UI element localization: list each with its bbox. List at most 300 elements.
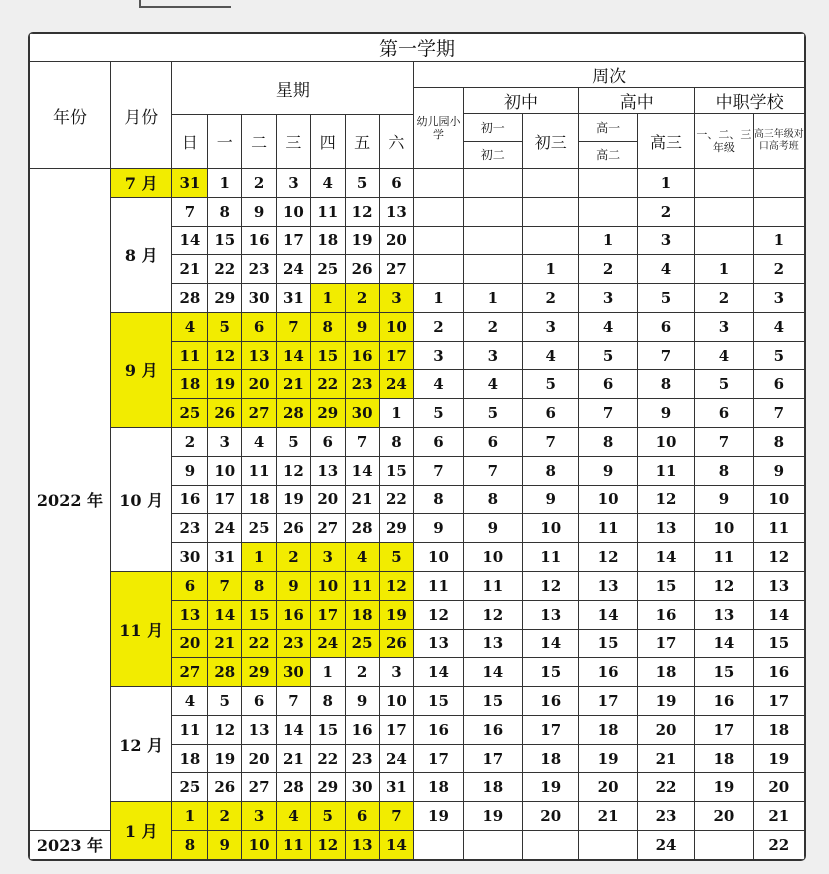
week-number-junior-g3: 11 (523, 543, 579, 572)
week-number-junior-g3: 20 (523, 802, 579, 831)
day-cell-sun: 4 (172, 312, 208, 341)
day-cell-mon: 28 (208, 658, 242, 687)
day-cell-sun: 18 (172, 370, 208, 399)
week-number-kg-primary: 6 (414, 428, 463, 457)
week-number-senior-g1g2: 3 (579, 284, 637, 313)
week-number-senior-g1g2: 15 (579, 629, 637, 658)
week-number-junior-g1g2: 9 (463, 514, 522, 543)
day-cell-sun: 28 (172, 284, 208, 313)
semester-title: 第一学期 (30, 34, 805, 62)
day-cell-sat: 19 (379, 600, 414, 629)
day-cell-tue: 8 (242, 571, 277, 600)
day-cell-sun: 11 (172, 715, 208, 744)
weekday-tue: 二 (242, 115, 277, 169)
day-cell-tue: 29 (242, 658, 277, 687)
day-cell-wed: 16 (277, 600, 311, 629)
week-number-kg-primary: 18 (414, 773, 463, 802)
day-cell-mon: 5 (208, 312, 242, 341)
day-cell-sun: 9 (172, 456, 208, 485)
week-number-senior-g1g2: 17 (579, 687, 637, 716)
year-column-header: 年份 (30, 62, 111, 169)
week-number-junior-g3: 3 (523, 312, 579, 341)
day-cell-thu: 15 (310, 341, 345, 370)
day-cell-tue: 4 (242, 428, 277, 457)
day-cell-sat: 26 (379, 629, 414, 658)
day-cell-sat: 29 (379, 514, 414, 543)
day-cell-sat: 24 (379, 370, 414, 399)
senior-g1-label: 高一 (579, 114, 636, 142)
week-number-kg-primary (414, 197, 463, 226)
week-number-junior-g3 (523, 169, 579, 198)
week-number-junior-g1g2: 17 (463, 744, 522, 773)
week-number-senior-g3: 9 (637, 399, 694, 428)
week-number-junior-g1g2: 13 (463, 629, 522, 658)
day-cell-fri: 30 (345, 399, 379, 428)
week-number-kg-primary: 1 (414, 284, 463, 313)
day-cell-sat: 6 (379, 169, 414, 198)
day-cell-sun: 16 (172, 485, 208, 514)
day-cell-mon: 3 (208, 428, 242, 457)
week-number-junior-g3: 17 (523, 715, 579, 744)
day-cell-thu: 15 (310, 715, 345, 744)
week-number-kg-primary (414, 830, 463, 859)
week-number-junior-g1g2: 19 (463, 802, 522, 831)
day-cell-wed: 3 (277, 169, 311, 198)
day-cell-mon: 10 (208, 456, 242, 485)
week-number-vocational-g123: 13 (695, 600, 753, 629)
day-cell-sat: 24 (379, 744, 414, 773)
week-number-senior-g3: 2 (637, 197, 694, 226)
week-number-vocational-g123: 15 (695, 658, 753, 687)
day-cell-thu: 5 (310, 802, 345, 831)
senior-g3-header: 高三 (637, 114, 694, 169)
week-number-senior-g1g2: 2 (579, 255, 637, 284)
calendar-frame (28, 32, 806, 861)
junior-g1-g2-header (463, 114, 522, 169)
week-number-kg-primary: 4 (414, 370, 463, 399)
day-cell-thu: 6 (310, 428, 345, 457)
day-cell-sat: 14 (379, 830, 414, 859)
week-number-senior-g3: 12 (637, 485, 694, 514)
week-number-vocational-g123 (695, 197, 753, 226)
day-cell-wed: 7 (277, 312, 311, 341)
week-number-junior-g1g2: 4 (463, 370, 522, 399)
week-number-junior-g1g2 (463, 197, 522, 226)
day-cell-mon: 31 (208, 543, 242, 572)
week-number-vocational-g123: 3 (695, 312, 753, 341)
week-number-kg-primary: 10 (414, 543, 463, 572)
week-number-vocational-g123: 6 (695, 399, 753, 428)
week-number-junior-g1g2: 6 (463, 428, 522, 457)
week-number-vocational-g3-exam: 6 (753, 370, 804, 399)
day-cell-mon: 15 (208, 226, 242, 255)
day-cell-sun: 30 (172, 543, 208, 572)
day-cell-sun: 27 (172, 658, 208, 687)
week-number-senior-g1g2: 7 (579, 399, 637, 428)
day-cell-wed: 14 (277, 715, 311, 744)
week-number-junior-g3: 10 (523, 514, 579, 543)
day-cell-tue: 1 (242, 543, 277, 572)
week-number-junior-g1g2: 15 (463, 687, 522, 716)
week-number-kg-primary: 19 (414, 802, 463, 831)
week-number-vocational-g3-exam: 16 (753, 658, 804, 687)
day-cell-mon: 21 (208, 629, 242, 658)
day-cell-wed: 7 (277, 687, 311, 716)
week-number-kg-primary: 2 (414, 312, 463, 341)
day-cell-tue: 6 (242, 687, 277, 716)
week-number-junior-g3: 1 (523, 255, 579, 284)
day-cell-sun: 25 (172, 399, 208, 428)
week-number-vocational-g123: 12 (695, 571, 753, 600)
day-cell-thu: 29 (310, 773, 345, 802)
day-cell-mon: 26 (208, 399, 242, 428)
week-row (30, 428, 805, 457)
month-cell: 11 月 (110, 571, 172, 686)
week-number-vocational-g3-exam: 15 (753, 629, 804, 658)
week-number-senior-g3: 19 (637, 687, 694, 716)
day-cell-wed: 14 (277, 341, 311, 370)
month-cell: 8 月 (110, 197, 172, 312)
day-cell-tue: 11 (242, 456, 277, 485)
day-cell-wed: 28 (277, 773, 311, 802)
week-number-vocational-g3-exam: 3 (753, 284, 804, 313)
day-cell-sat: 27 (379, 255, 414, 284)
week-number-vocational-g123: 19 (695, 773, 753, 802)
week-number-vocational-g123: 14 (695, 629, 753, 658)
week-number-kg-primary: 11 (414, 571, 463, 600)
day-cell-mon: 1 (208, 169, 242, 198)
day-cell-wed: 21 (277, 744, 311, 773)
day-cell-fri: 28 (345, 514, 379, 543)
week-number-junior-g3 (523, 226, 579, 255)
year-cell: 2022 年 (30, 169, 111, 831)
week-number-vocational-g3-exam: 17 (753, 687, 804, 716)
day-cell-thu: 8 (310, 687, 345, 716)
week-number-kg-primary: 16 (414, 715, 463, 744)
week-number-vocational-g3-exam: 11 (753, 514, 804, 543)
week-number-vocational-g123: 1 (695, 255, 753, 284)
day-cell-sat: 22 (379, 485, 414, 514)
day-cell-fri: 6 (345, 802, 379, 831)
day-cell-sat: 10 (379, 687, 414, 716)
day-cell-thu: 17 (310, 600, 345, 629)
week-number-vocational-g123 (695, 169, 753, 198)
week-number-senior-g1g2: 13 (579, 571, 637, 600)
week-number-junior-g3: 9 (523, 485, 579, 514)
week-number-senior-g1g2: 18 (579, 715, 637, 744)
day-cell-tue: 20 (242, 744, 277, 773)
day-cell-tue: 13 (242, 715, 277, 744)
day-cell-sun: 25 (172, 773, 208, 802)
day-cell-mon: 7 (208, 571, 242, 600)
day-cell-thu: 29 (310, 399, 345, 428)
weekday-wed: 三 (277, 115, 311, 169)
day-cell-mon: 12 (208, 715, 242, 744)
week-number-senior-g3: 3 (637, 226, 694, 255)
day-cell-tue: 2 (242, 169, 277, 198)
week-number-kg-primary: 12 (414, 600, 463, 629)
week-row (30, 571, 805, 600)
day-cell-wed: 21 (277, 370, 311, 399)
week-number-senior-g3: 8 (637, 370, 694, 399)
day-cell-sun: 13 (172, 600, 208, 629)
day-cell-fri: 16 (345, 341, 379, 370)
cropped-mark (139, 0, 231, 8)
week-number-junior-g3: 8 (523, 456, 579, 485)
week-number-senior-g3: 23 (637, 802, 694, 831)
day-cell-fri: 16 (345, 715, 379, 744)
day-cell-tue: 27 (242, 399, 277, 428)
junior-g3-header: 初三 (523, 114, 579, 169)
week-number-kg-primary: 15 (414, 687, 463, 716)
week-number-vocational-g123: 16 (695, 687, 753, 716)
week-number-senior-g3: 17 (637, 629, 694, 658)
day-cell-wed: 19 (277, 485, 311, 514)
day-cell-sun: 4 (172, 687, 208, 716)
day-cell-wed: 30 (277, 658, 311, 687)
week-number-vocational-g3-exam: 22 (753, 830, 804, 859)
week-number-junior-g3 (523, 830, 579, 859)
day-cell-fri: 9 (345, 687, 379, 716)
week-number-vocational-g123: 4 (695, 341, 753, 370)
week-number-senior-g3: 21 (637, 744, 694, 773)
week-row (30, 197, 805, 226)
day-cell-fri: 21 (345, 485, 379, 514)
week-number-junior-g1g2: 7 (463, 456, 522, 485)
week-number-senior-g1g2: 8 (579, 428, 637, 457)
day-cell-thu: 20 (310, 485, 345, 514)
day-cell-fri: 7 (345, 428, 379, 457)
week-number-junior-g1g2 (463, 255, 522, 284)
week-number-senior-g1g2 (579, 169, 637, 198)
day-cell-tue: 22 (242, 629, 277, 658)
day-cell-fri: 18 (345, 600, 379, 629)
day-cell-sat: 1 (379, 399, 414, 428)
junior-g2-label: 初二 (480, 148, 505, 163)
week-number-vocational-g3-exam: 9 (753, 456, 804, 485)
day-cell-fri: 14 (345, 456, 379, 485)
day-cell-tue: 3 (242, 802, 277, 831)
month-column-header: 月份 (110, 62, 172, 169)
week-number-senior-g1g2 (579, 197, 637, 226)
day-cell-wed: 9 (277, 571, 311, 600)
day-cell-thu: 27 (310, 514, 345, 543)
day-cell-sat: 8 (379, 428, 414, 457)
week-number-junior-g1g2: 5 (463, 399, 522, 428)
week-row (30, 802, 805, 831)
week-number-kg-primary: 3 (414, 341, 463, 370)
week-number-vocational-g3-exam (753, 197, 804, 226)
day-cell-fri: 13 (345, 830, 379, 859)
day-cell-mon: 19 (208, 744, 242, 773)
day-cell-fri: 23 (345, 744, 379, 773)
month-cell: 7 月 (110, 169, 172, 198)
week-number-senior-g3: 14 (637, 543, 694, 572)
vocational-g123-header: 一、二、三年级 (695, 114, 753, 169)
week-number-junior-g1g2 (463, 226, 522, 255)
vocational-g3-exam-header: 高三年级对口高考班 (753, 114, 804, 169)
week-number-vocational-g123: 20 (695, 802, 753, 831)
week-number-kg-primary (414, 255, 463, 284)
week-number-kg-primary: 13 (414, 629, 463, 658)
day-cell-thu: 12 (310, 830, 345, 859)
week-number-vocational-g123: 10 (695, 514, 753, 543)
day-cell-mon: 29 (208, 284, 242, 313)
day-cell-tue: 10 (242, 830, 277, 859)
day-cell-sat: 20 (379, 226, 414, 255)
day-cell-thu: 3 (310, 543, 345, 572)
day-cell-fri: 4 (345, 543, 379, 572)
day-cell-tue: 9 (242, 197, 277, 226)
week-number-vocational-g123: 2 (695, 284, 753, 313)
day-cell-mon: 2 (208, 802, 242, 831)
day-cell-sun: 18 (172, 744, 208, 773)
week-number-senior-g3: 10 (637, 428, 694, 457)
day-cell-sun: 8 (172, 830, 208, 859)
week-number-senior-g1g2: 21 (579, 802, 637, 831)
day-cell-wed: 5 (277, 428, 311, 457)
week-number-junior-g3: 18 (523, 744, 579, 773)
week-number-junior-g1g2: 2 (463, 312, 522, 341)
week-number-senior-g1g2: 6 (579, 370, 637, 399)
week-number-junior-g3: 19 (523, 773, 579, 802)
week-number-vocational-g3-exam: 4 (753, 312, 804, 341)
year-cell: 2023 年 (30, 830, 111, 859)
week-number-vocational-g3-exam (753, 169, 804, 198)
day-cell-sun: 2 (172, 428, 208, 457)
day-cell-sun: 31 (172, 169, 208, 198)
day-cell-mon: 9 (208, 830, 242, 859)
week-number-vocational-g123 (695, 226, 753, 255)
day-cell-sat: 15 (379, 456, 414, 485)
day-cell-tue: 23 (242, 255, 277, 284)
day-cell-thu: 10 (310, 571, 345, 600)
week-number-vocational-g123: 9 (695, 485, 753, 514)
week-number-junior-g1g2: 11 (463, 571, 522, 600)
week-row (30, 312, 805, 341)
day-cell-sun: 11 (172, 341, 208, 370)
week-number-kg-primary: 7 (414, 456, 463, 485)
week-number-junior-g3: 15 (523, 658, 579, 687)
week-number-vocational-g3-exam: 14 (753, 600, 804, 629)
week-number-vocational-g3-exam: 2 (753, 255, 804, 284)
top-strip (0, 0, 829, 14)
week-number-senior-g3: 16 (637, 600, 694, 629)
week-number-senior-g3: 7 (637, 341, 694, 370)
day-cell-sun: 23 (172, 514, 208, 543)
week-number-senior-g1g2: 11 (579, 514, 637, 543)
week-number-vocational-g3-exam: 18 (753, 715, 804, 744)
day-cell-sat: 3 (379, 658, 414, 687)
day-cell-mon: 19 (208, 370, 242, 399)
week-number-senior-g3: 4 (637, 255, 694, 284)
week-number-senior-g3: 15 (637, 571, 694, 600)
day-cell-fri: 11 (345, 571, 379, 600)
weekday-thu: 四 (310, 115, 345, 169)
week-number-senior-g3: 6 (637, 312, 694, 341)
day-cell-sat: 31 (379, 773, 414, 802)
senior-g2-label: 高二 (596, 148, 621, 163)
week-number-junior-g1g2: 12 (463, 600, 522, 629)
week-number-vocational-g123 (695, 830, 753, 859)
week-number-senior-g3: 13 (637, 514, 694, 543)
day-cell-wed: 31 (277, 284, 311, 313)
day-cell-fri: 26 (345, 255, 379, 284)
week-number-senior-g1g2: 16 (579, 658, 637, 687)
day-cell-sun: 14 (172, 226, 208, 255)
week-number-junior-g1g2: 14 (463, 658, 522, 687)
day-cell-tue: 13 (242, 341, 277, 370)
day-cell-sat: 17 (379, 341, 414, 370)
week-number-senior-g3: 11 (637, 456, 694, 485)
week-number-junior-g1g2: 3 (463, 341, 522, 370)
week-row (30, 169, 805, 198)
week-number-junior-g3: 14 (523, 629, 579, 658)
week-number-junior-g3 (523, 197, 579, 226)
day-cell-thu: 8 (310, 312, 345, 341)
week-number-senior-g3: 5 (637, 284, 694, 313)
week-number-vocational-g123: 5 (695, 370, 753, 399)
day-cell-tue: 25 (242, 514, 277, 543)
day-cell-fri: 12 (345, 197, 379, 226)
month-cell: 1 月 (110, 802, 172, 860)
day-cell-fri: 30 (345, 773, 379, 802)
week-number-senior-g1g2: 9 (579, 456, 637, 485)
day-cell-wed: 10 (277, 197, 311, 226)
week-number-senior-g1g2: 4 (579, 312, 637, 341)
day-cell-fri: 2 (345, 284, 379, 313)
day-cell-sat: 10 (379, 312, 414, 341)
week-number-vocational-g3-exam: 8 (753, 428, 804, 457)
week-number-vocational-g3-exam: 20 (753, 773, 804, 802)
day-cell-mon: 8 (208, 197, 242, 226)
week-number-vocational-g3-exam: 1 (753, 226, 804, 255)
day-cell-mon: 5 (208, 687, 242, 716)
week-number-senior-g1g2: 19 (579, 744, 637, 773)
week-number-senior-g3: 20 (637, 715, 694, 744)
senior-high-header: 高中 (579, 88, 695, 114)
month-cell: 10 月 (110, 428, 172, 572)
day-cell-thu: 1 (310, 284, 345, 313)
day-cell-sat: 3 (379, 284, 414, 313)
week-number-junior-g1g2 (463, 169, 522, 198)
junior-high-header: 初中 (463, 88, 579, 114)
day-cell-thu: 13 (310, 456, 345, 485)
week-number-vocational-g123: 7 (695, 428, 753, 457)
day-cell-wed: 24 (277, 255, 311, 284)
week-number-vocational-g123: 11 (695, 543, 753, 572)
day-cell-sat: 17 (379, 715, 414, 744)
week-number-junior-g1g2: 1 (463, 284, 522, 313)
week-number-kg-primary: 9 (414, 514, 463, 543)
day-cell-sat: 7 (379, 802, 414, 831)
week-number-junior-g3: 5 (523, 370, 579, 399)
week-number-junior-g3: 16 (523, 687, 579, 716)
week-number-senior-g1g2: 12 (579, 543, 637, 572)
week-number-junior-g3: 6 (523, 399, 579, 428)
day-cell-fri: 5 (345, 169, 379, 198)
week-number-vocational-g123: 17 (695, 715, 753, 744)
day-cell-sun: 7 (172, 197, 208, 226)
day-cell-thu: 25 (310, 255, 345, 284)
week-number-junior-g1g2: 8 (463, 485, 522, 514)
day-cell-tue: 15 (242, 600, 277, 629)
week-number-senior-g3: 18 (637, 658, 694, 687)
week-number-vocational-g123: 8 (695, 456, 753, 485)
week-number-vocational-g3-exam: 7 (753, 399, 804, 428)
day-cell-thu: 11 (310, 197, 345, 226)
weekday-sun: 日 (172, 115, 208, 169)
